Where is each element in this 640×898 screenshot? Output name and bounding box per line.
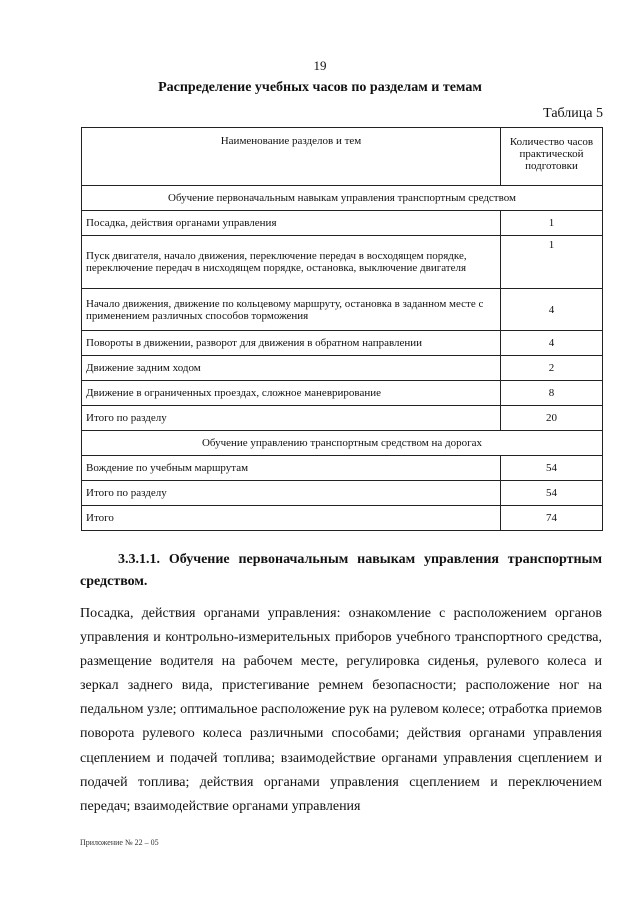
table-row <box>82 289 603 331</box>
hours-cell: 1 <box>501 236 603 289</box>
total-label-cell: Итого <box>82 506 501 531</box>
hours-cell: 54 <box>501 481 603 506</box>
table-row-total <box>82 506 603 531</box>
section-subheading: 3.3.1.1. Обучение первоначальным навыкам управления транспортным средством. <box>80 552 602 589</box>
topic-cell: Пуск двигателя, начало движения, переключение передач в восходящем порядке, переключение передач в нисходящем порядке, остановка, выключение двигателя <box>82 236 501 289</box>
total-hours-cell: 74 <box>501 506 603 531</box>
topic-cell: Движение задним ходом <box>82 356 501 381</box>
section-row <box>82 431 603 456</box>
topic-cell: Вождение по учебным маршрутам <box>82 456 501 481</box>
table-row <box>82 481 603 506</box>
page-number: 19 <box>313 58 327 73</box>
table-label: Таблица 5 <box>543 106 603 121</box>
table-row <box>82 456 603 481</box>
header-name-cell: Наименование разделов и тем <box>82 128 501 186</box>
topic-cell: Итого по разделу <box>82 481 501 506</box>
page-title: Распределение учебных часов по разделам и темам <box>158 80 482 95</box>
section-title-cell: Обучение первоначальным навыкам управления транспортным средством <box>82 186 603 211</box>
hours-cell: 20 <box>501 406 603 431</box>
table-row <box>82 406 603 431</box>
hours-cell: 8 <box>501 381 603 406</box>
hours-cell: 4 <box>501 289 603 331</box>
body-paragraph: Посадка, действия органами управления: ознакомление с расположением органов управления и контрольно-измерительных приборов учебного транспортного средства, размещение водителя на рабочем месте, регулировка сиденья, рулевого колеса и зеркал заднего вида, пристегивание ремнем безопасности; расположение ног на педальном узле; оптимальное расположение рук на рулевом колесе; отработка приемов поворота рулевого колеса различными способами; действия органами управления сцеплением и подачей топлива; взаимодействие органами управления сцеплением и подачей топлива; действия органами управления сцеплением и переключением передач; взаимодействие органами управления <box>80 606 602 814</box>
header-hours-cell: Количество часов практической подготовки <box>501 128 603 186</box>
topic-cell: Начало движения, движение по кольцевому маршруту, остановка в заданном месте с применением различных способов торможения <box>82 289 501 331</box>
table-row <box>82 381 603 406</box>
table-row <box>82 211 603 236</box>
table-row <box>82 356 603 381</box>
topic-cell: Повороты в движении, разворот для движения в обратном направлении <box>82 331 501 356</box>
hours-table <box>81 127 603 531</box>
table-row <box>82 331 603 356</box>
hours-cell: 4 <box>501 331 603 356</box>
topic-cell: Посадка, действия органами управления <box>82 211 501 236</box>
table-row <box>82 236 603 289</box>
topic-cell: Движение в ограниченных проездах, сложное маневрирование <box>82 381 501 406</box>
section-row <box>82 186 603 211</box>
page-footer: Приложение № 22 – 05 <box>80 838 159 847</box>
hours-cell: 1 <box>501 211 603 236</box>
hours-cell: 2 <box>501 356 603 381</box>
section-title-cell: Обучение управлению транспортным средством на дорогах <box>82 431 603 456</box>
table-header-row <box>82 128 603 186</box>
hours-cell: 54 <box>501 456 603 481</box>
topic-cell: Итого по разделу <box>82 406 501 431</box>
